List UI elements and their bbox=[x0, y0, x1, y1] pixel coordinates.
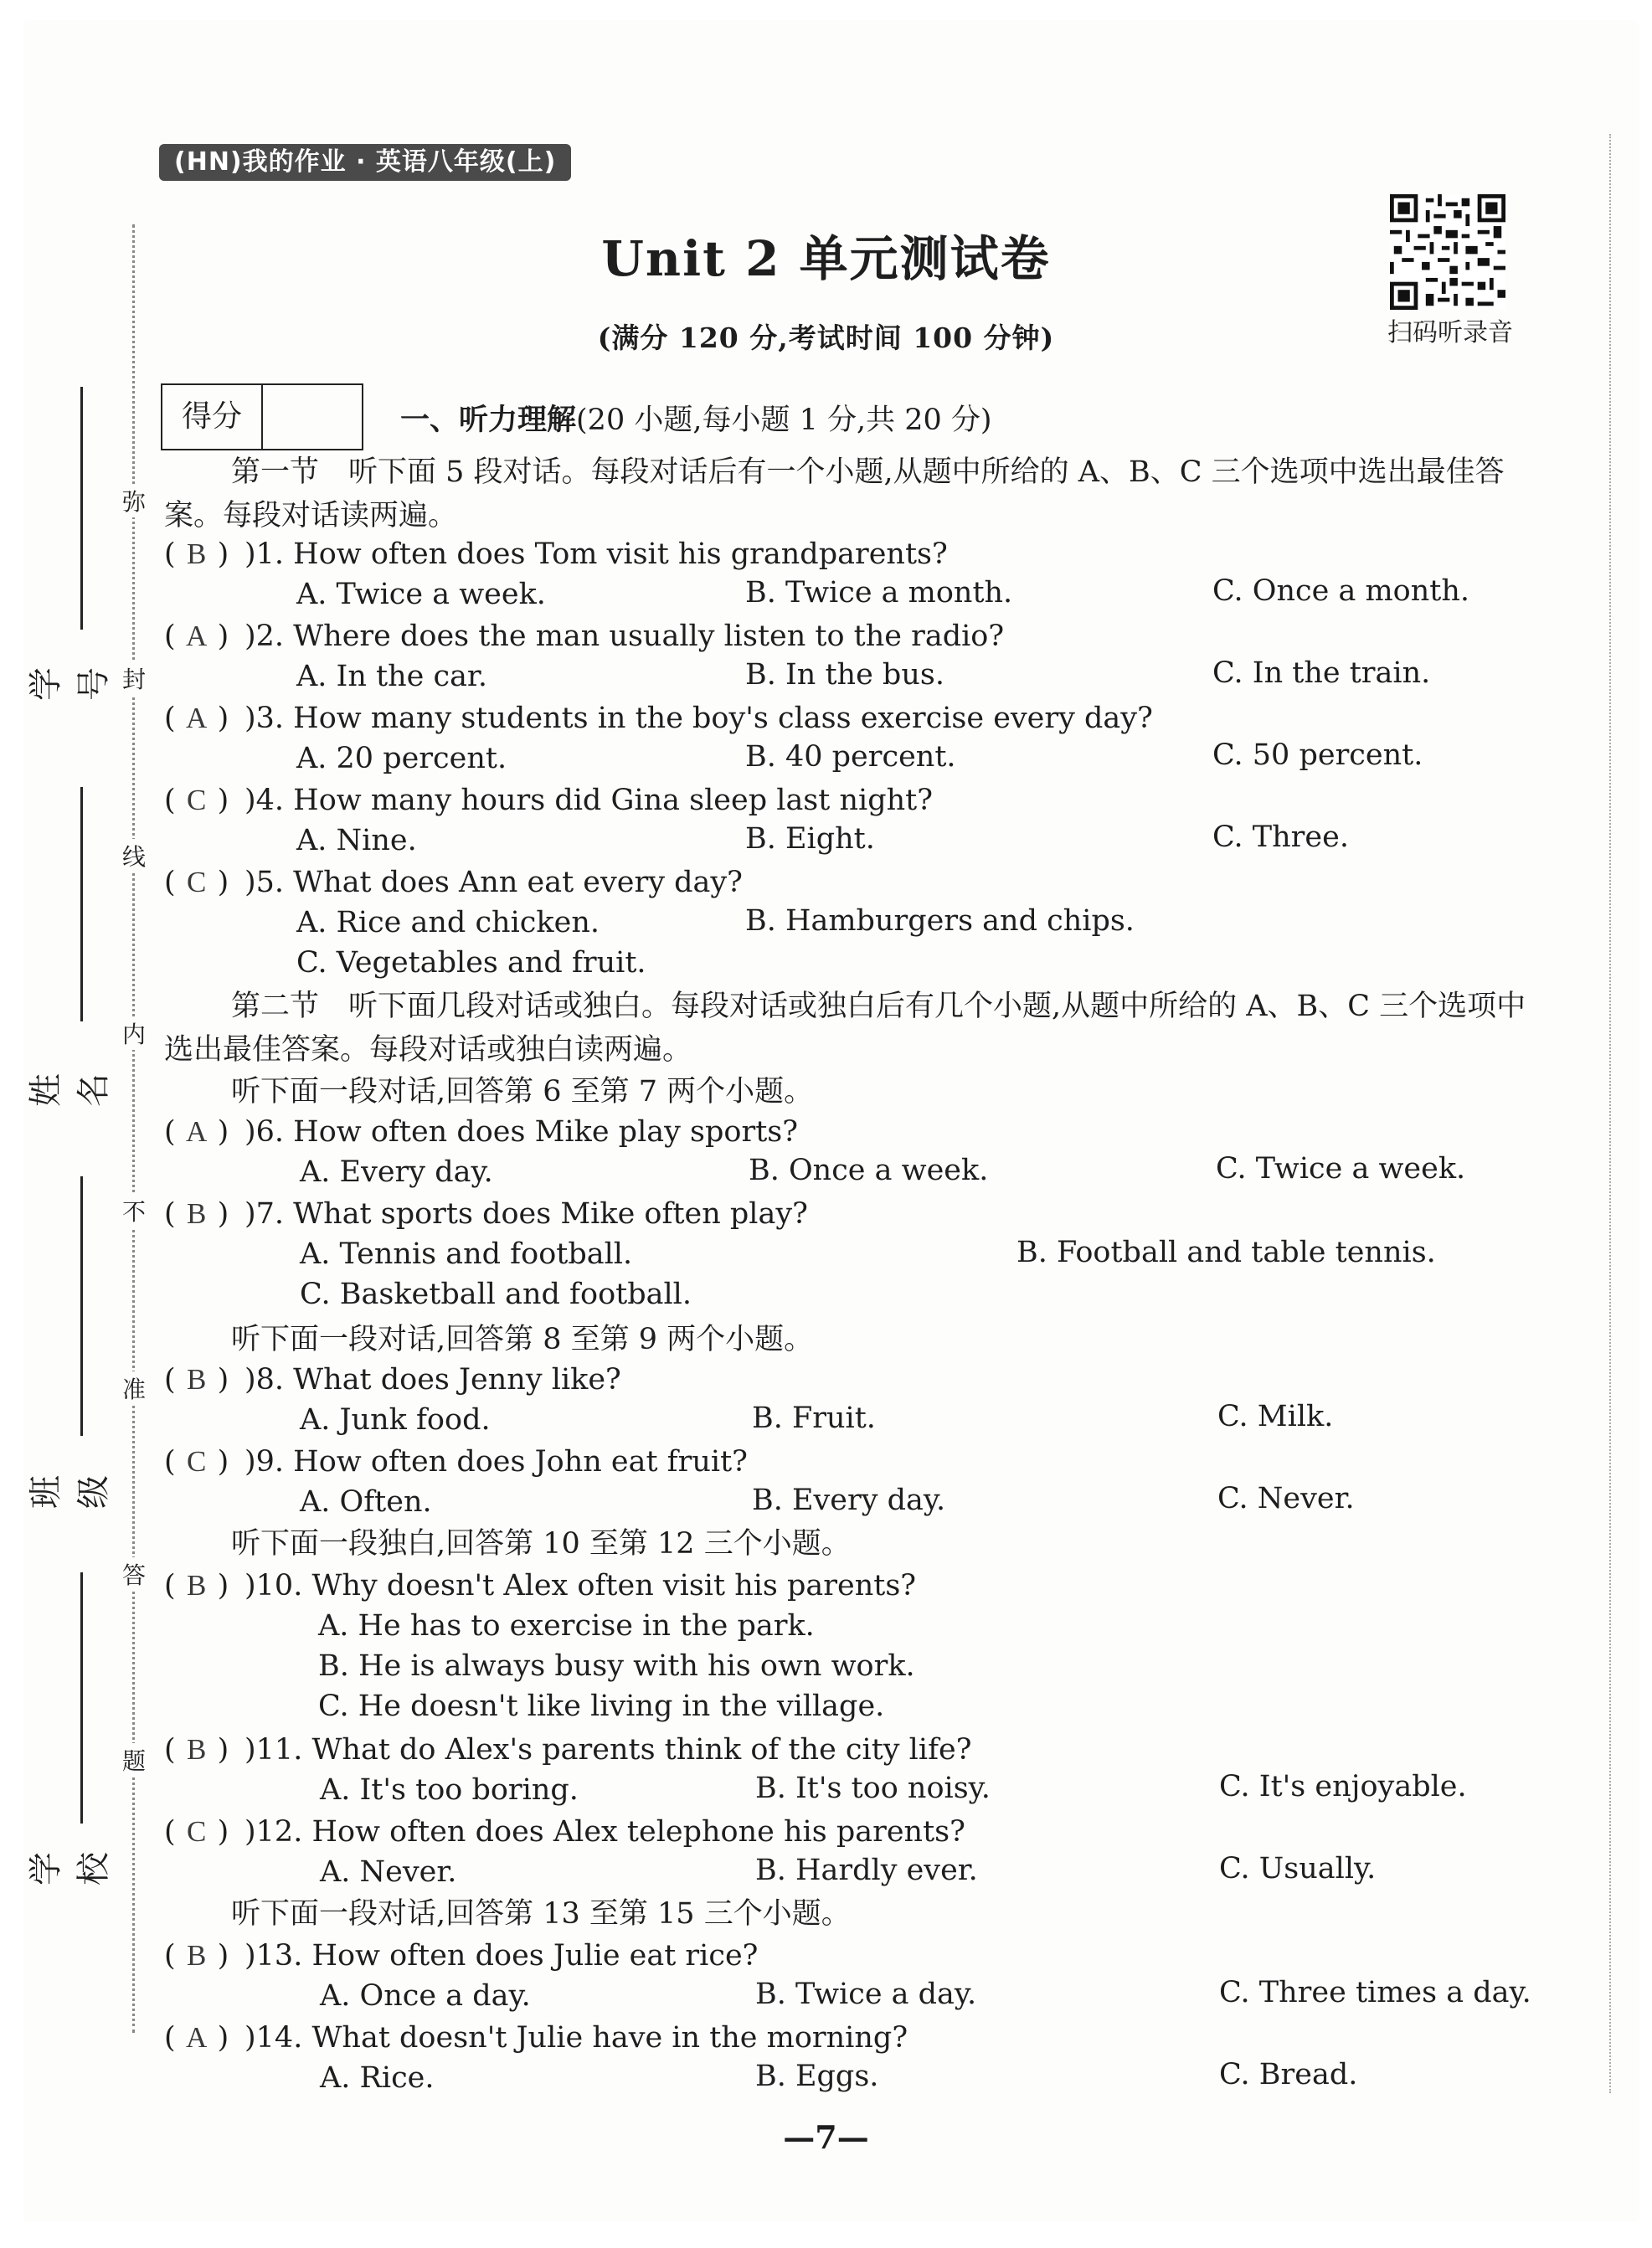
option-b[interactable]: B. Hardly ever. bbox=[755, 1854, 978, 1887]
option-c[interactable]: C. It's enjoyable. bbox=[1219, 1770, 1467, 1803]
seal-char: 弥 bbox=[117, 484, 151, 517]
option-a[interactable]: A. Junk food. bbox=[300, 1403, 491, 1437]
qr-code-icon[interactable] bbox=[1390, 194, 1505, 310]
page-subtitle: (满分 120 分,考试时间 100 分钟) bbox=[597, 322, 1055, 354]
group-instruction: 听下面一段对话,回答第 8 至第 9 两个小题。 bbox=[231, 1323, 814, 1356]
school-label: 学校 bbox=[27, 1852, 113, 1885]
group-instruction: 听下面一段独白,回答第 10 至第 12 三个小题。 bbox=[231, 1527, 851, 1561]
option-a[interactable]: A. Twice a week. bbox=[296, 578, 546, 611]
seal-char: 线 bbox=[117, 839, 151, 872]
seal-char: 内 bbox=[117, 1016, 151, 1050]
option-a[interactable]: A. 20 percent. bbox=[296, 742, 507, 775]
section-title-bold: 一、听力理解 bbox=[400, 404, 577, 437]
question-1: ( B ) )1. How often does Tom visit his grandparents? bbox=[164, 538, 948, 571]
option-b[interactable]: B. Once a week. bbox=[749, 1154, 989, 1187]
option-a[interactable]: A. Once a day. bbox=[320, 1979, 531, 2013]
answer-mark: B bbox=[186, 1733, 207, 1766]
option-b[interactable]: B. Twice a month. bbox=[745, 576, 1013, 610]
answer-mark: C bbox=[186, 866, 207, 898]
question-2: ( A ) )2. Where does the man usually listen to the radio? bbox=[164, 620, 1005, 653]
answer-mark: A bbox=[186, 2021, 208, 2054]
section-title-detail: (20 小题,每小题 1 分,共 20 分) bbox=[576, 404, 992, 437]
option-b[interactable]: B. It's too noisy. bbox=[755, 1772, 991, 1805]
option-c[interactable]: C. Vegetables and fruit. bbox=[296, 946, 646, 980]
option-b[interactable]: B. He is always busy with his own work. bbox=[318, 1649, 915, 1683]
question-10: ( B ) )10. Why doesn't Alex often visit his parents? bbox=[164, 1569, 917, 1602]
seal-char: 封 bbox=[117, 661, 151, 695]
class-line[interactable] bbox=[80, 1176, 83, 1436]
option-c[interactable]: C. Twice a week. bbox=[1216, 1152, 1466, 1186]
group-instruction: 听下面一段对话,回答第 13 至第 15 三个小题。 bbox=[231, 1897, 851, 1931]
page-number: —7— bbox=[783, 2118, 869, 2156]
question-text: )2. Where does the man usually listen to the radio? bbox=[244, 620, 1005, 653]
question-text: )5. What does Ann eat every day? bbox=[244, 866, 743, 899]
option-c[interactable]: C. Three times a day. bbox=[1219, 1976, 1531, 2009]
option-b[interactable]: B. Fruit. bbox=[752, 1402, 876, 1435]
question-text: )1. How often does Tom visit his grandparents? bbox=[244, 538, 948, 571]
student-id-line[interactable] bbox=[80, 387, 83, 630]
option-b[interactable]: B. In the bus. bbox=[745, 658, 944, 692]
seal-char: 不 bbox=[117, 1194, 151, 1227]
seal-char: 题 bbox=[117, 1743, 151, 1777]
answer-mark: B bbox=[186, 1197, 207, 1230]
question-text: )10. Why doesn't Alex often visit his parents? bbox=[244, 1569, 917, 1602]
question-6: ( A ) )6. How often does Mike play sports? bbox=[164, 1115, 799, 1149]
option-a[interactable]: A. Tennis and football. bbox=[300, 1237, 633, 1271]
page-title: Unit 2 单元测试卷 bbox=[601, 230, 1051, 287]
option-c[interactable]: C. Milk. bbox=[1217, 1400, 1334, 1433]
answer-mark: B bbox=[186, 1569, 207, 1602]
option-b[interactable]: B. Hamburgers and chips. bbox=[745, 904, 1135, 938]
question-text: )9. How often does John eat fruit? bbox=[244, 1445, 748, 1479]
option-a[interactable]: A. Rice. bbox=[320, 2061, 435, 2095]
option-c[interactable]: C. Three. bbox=[1212, 820, 1349, 854]
question-4: ( C ) )4. How many hours did Gina sleep last night? bbox=[164, 784, 933, 817]
question-8: ( B ) )8. What does Jenny like? bbox=[164, 1363, 621, 1397]
option-c[interactable]: C. 50 percent. bbox=[1212, 738, 1423, 772]
score-field[interactable] bbox=[263, 385, 362, 449]
option-a[interactable]: A. In the car. bbox=[296, 660, 487, 693]
question-text: )12. How often does Alex telephone his parents? bbox=[244, 1815, 965, 1849]
answer-mark: A bbox=[186, 1115, 208, 1148]
answer-mark: C bbox=[186, 1815, 207, 1848]
question-text: )13. How often does Julie eat rice? bbox=[244, 1939, 759, 1973]
option-c[interactable]: C. Usually. bbox=[1219, 1852, 1377, 1885]
option-c[interactable]: C. In the train. bbox=[1212, 656, 1431, 690]
option-a[interactable]: A. It's too boring. bbox=[320, 1773, 579, 1807]
qr-caption: 扫码听录音 bbox=[1387, 318, 1513, 347]
part1-instructions: 第一节 听下面 5 段对话。每段对话后有一个小题,从题中所给的 A、B、C 三个选项中选出最佳答案。每段对话读两遍。 bbox=[164, 455, 1505, 532]
question-text: )4. How many hours did Gina sleep last night? bbox=[244, 784, 933, 817]
score-box bbox=[161, 383, 363, 450]
student-id-label: 学号 bbox=[27, 667, 113, 701]
question-text: )14. What doesn't Julie have in the morning? bbox=[244, 2021, 908, 2055]
option-a[interactable]: A. Rice and chicken. bbox=[296, 906, 600, 939]
option-b[interactable]: B. Football and table tennis. bbox=[1016, 1236, 1436, 1269]
question-text: )3. How many students in the boy's class exercise every day? bbox=[244, 702, 1153, 735]
question-7: ( B ) )7. What sports does Mike often play? bbox=[164, 1197, 808, 1231]
question-text: )6. How often does Mike play sports? bbox=[244, 1115, 799, 1149]
group-instruction: 听下面一段对话,回答第 6 至第 7 两个小题。 bbox=[231, 1075, 814, 1109]
name-line[interactable] bbox=[80, 787, 83, 1021]
question-3: ( A ) )3. How many students in the boy's class exercise every day? bbox=[164, 702, 1153, 735]
question-text: )7. What sports does Mike often play? bbox=[244, 1197, 808, 1231]
section-title bbox=[400, 397, 992, 439]
option-a[interactable]: A. Nine. bbox=[296, 824, 417, 857]
answer-mark: C bbox=[186, 1445, 207, 1478]
option-c[interactable]: C. He doesn't like living in the village. bbox=[318, 1690, 885, 1723]
answer-mark: C bbox=[186, 784, 207, 816]
answer-mark: B bbox=[186, 1939, 207, 1972]
score-label: 得分 bbox=[162, 385, 263, 449]
answer-mark: B bbox=[186, 1363, 207, 1396]
question-text: )8. What does Jenny like? bbox=[244, 1363, 621, 1397]
right-dotted-line bbox=[1609, 134, 1611, 2093]
name-label: 姓名 bbox=[27, 1073, 113, 1107]
question-13: ( B ) )13. How often does Julie eat rice? bbox=[164, 1939, 759, 1973]
option-c[interactable]: C. Bread. bbox=[1219, 2058, 1358, 2091]
question-text: )11. What do Alex's parents think of the city life? bbox=[244, 1733, 972, 1767]
school-line[interactable] bbox=[80, 1572, 83, 1824]
option-c[interactable]: C. Once a month. bbox=[1212, 574, 1469, 608]
question-9: ( C ) )9. How often does John eat fruit? bbox=[164, 1445, 748, 1479]
option-a[interactable]: A. He has to exercise in the park. bbox=[318, 1609, 815, 1643]
book-header-badge: (HN)我的作业 · 英语八年级(上) bbox=[159, 144, 571, 181]
option-b[interactable]: B. Twice a day. bbox=[755, 1978, 977, 2011]
option-b[interactable]: B. 40 percent. bbox=[745, 740, 956, 774]
option-a[interactable]: A. Often. bbox=[300, 1485, 432, 1519]
answer-mark: B bbox=[186, 538, 207, 570]
question-11: ( B ) )11. What do Alex's parents think of the city life? bbox=[164, 1733, 972, 1767]
question-14: ( A ) )14. What doesn't Julie have in the morning? bbox=[164, 2021, 908, 2055]
question-5: ( C ) )5. What does Ann eat every day? bbox=[164, 866, 743, 899]
option-a[interactable]: A. Every day. bbox=[300, 1155, 493, 1189]
option-a[interactable]: A. Never. bbox=[320, 1855, 457, 1889]
part2-instructions: 第二节 听下面几段对话或独白。每段对话或独白后有几个小题,从题中所给的 A、B、C 三个选项中选出最佳答案。每段对话或独白读两遍。 bbox=[164, 990, 1526, 1067]
option-b[interactable]: B. Every day. bbox=[752, 1484, 946, 1517]
answer-mark: A bbox=[186, 702, 208, 734]
answer-mark: A bbox=[186, 620, 208, 652]
option-c[interactable]: C. Never. bbox=[1217, 1482, 1355, 1515]
class-label: 班级 bbox=[27, 1475, 113, 1509]
seal-char: 答 bbox=[117, 1557, 151, 1591]
option-c[interactable]: C. Basketball and football. bbox=[300, 1278, 692, 1311]
question-12: ( C ) )12. How often does Alex telephone his parents? bbox=[164, 1815, 965, 1849]
option-b[interactable]: B. Eggs. bbox=[755, 2060, 879, 2093]
seal-char: 准 bbox=[117, 1371, 151, 1405]
option-b[interactable]: B. Eight. bbox=[745, 822, 875, 856]
